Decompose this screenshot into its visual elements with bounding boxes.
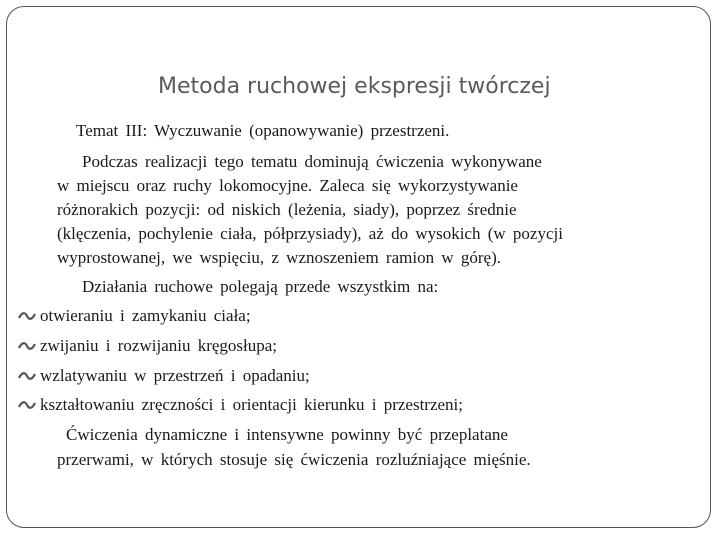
paragraph2-line-2: przerwami, w których stosuje się ćwiczenia rozluźniające mięśnie.: [57, 450, 531, 469]
paragraph1-line-3: różnorakich pozycji: od niskich (leżenia, siady), poprzez średnie: [57, 200, 517, 219]
topic-line: Temat III: Wyczuwanie (opanowywanie) przestrzeni.: [76, 121, 450, 140]
paragraph1-line-2: w miejscu oraz ruchy lokomocyjne. Zaleca się wykorzystywanie: [57, 176, 518, 195]
intro-line: Działania ruchowe polegają przede wszystkim na:: [82, 277, 439, 296]
bullet-item: [18, 366, 310, 386]
wave-bullet-icon: [18, 309, 36, 323]
wave-bullet-icon: [18, 339, 36, 353]
bullet-label: otwieraniu i zamykaniu ciała;: [40, 306, 251, 325]
wave-bullet-icon: [18, 369, 36, 383]
bullet-item: [18, 336, 277, 356]
bullet-item: [18, 395, 463, 415]
slide-title: Metoda ruchowej ekspresji twórczej: [158, 74, 551, 99]
paragraph1-line-5: wyprostowanej, we wspięciu, z wznoszeniem ramion w górę).: [57, 248, 501, 267]
bullet-label: kształtowaniu zręczności i orientacji kierunku i przestrzeni;: [40, 395, 464, 414]
paragraph1-line-4: (klęczenia, pochylenie ciała, półprzysiady), aż do wysokich (w pozycji: [57, 224, 563, 243]
wave-bullet-icon: [18, 398, 36, 412]
paragraph2-line-1: Ćwiczenia dynamiczne i intensywne powinny być przeplatane: [66, 425, 508, 444]
bullet-label: wzlatywaniu w przestrzeń i opadaniu;: [40, 366, 310, 385]
bullet-label: zwijaniu i rozwijaniu kręgosłupa;: [40, 336, 278, 355]
paragraph1-line-1: Podczas realizacji tego tematu dominują ćwiczenia wykonywane: [82, 152, 542, 171]
bullet-item: [18, 306, 251, 326]
